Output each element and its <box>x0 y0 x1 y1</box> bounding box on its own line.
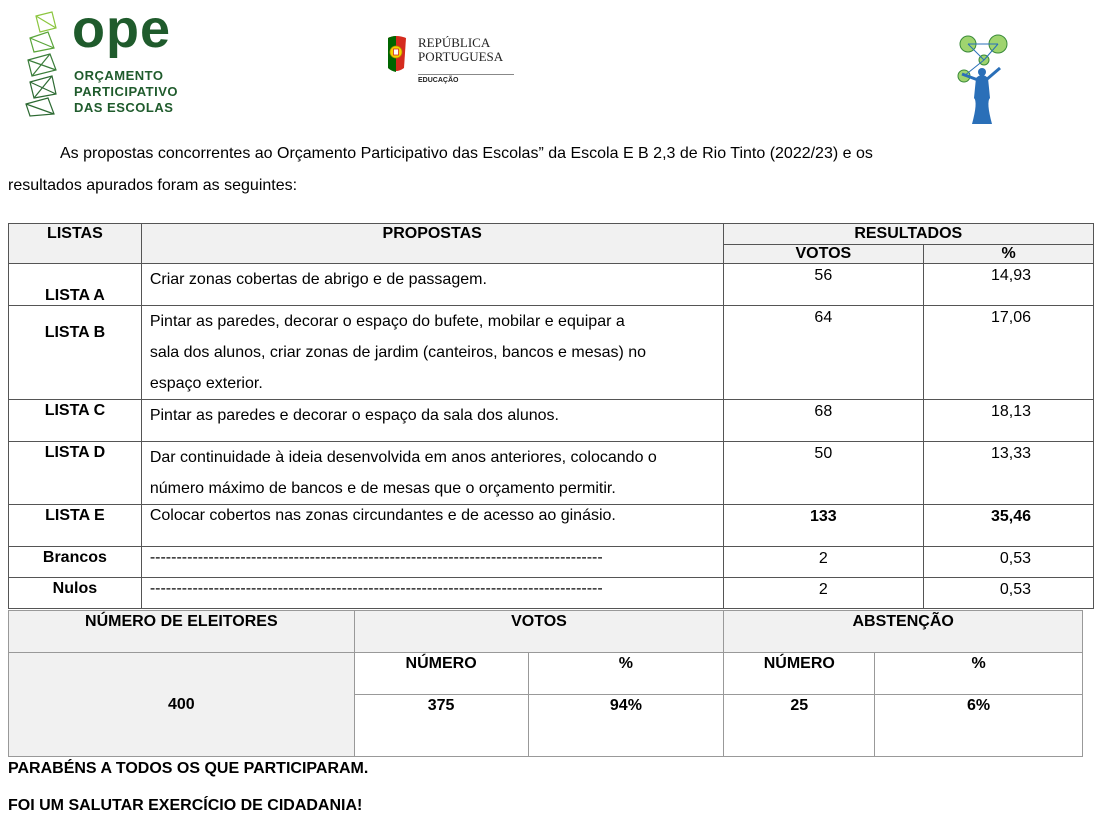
ope-logo-line1: ORÇAMENTO <box>74 68 164 83</box>
table-row <box>9 442 1094 505</box>
row-votos: 68 <box>723 400 924 442</box>
header-votos: VOTOS <box>723 245 924 264</box>
header-abstencao: ABSTENÇÃO <box>724 611 1083 653</box>
row-lista: LISTA E <box>9 505 142 547</box>
header-votos-numero: NÚMERO <box>354 653 528 695</box>
table-row <box>9 264 1094 306</box>
header-propostas: PROPOSTAS <box>141 224 723 264</box>
header-listas: LISTAS <box>9 224 142 264</box>
row-proposta <box>141 578 723 609</box>
row-pct: 18,13 <box>924 400 1094 442</box>
row-lista: LISTA D <box>9 442 142 505</box>
row-votos: 56 <box>723 264 924 306</box>
proposta-line: ------------------------------------------------------------------------------------- <box>149 580 603 597</box>
intro-paragraph <box>8 138 1098 202</box>
summary-header-row <box>9 611 1083 653</box>
row-votos: 2 <box>723 547 924 578</box>
summary-table <box>8 610 1083 757</box>
summary-subheader-row <box>9 653 1083 695</box>
row-pct: 0,53 <box>924 578 1094 609</box>
abstencao-pct-value: 6% <box>875 695 1083 757</box>
row-proposta <box>141 442 723 505</box>
row-proposta <box>141 306 723 400</box>
header-abstencao-pct: % <box>875 653 1083 695</box>
proposta-line: Pintar as paredes, decorar o espaço do bufete, mobilar e equipar a <box>149 313 625 330</box>
row-lista: LISTA B <box>9 306 142 400</box>
footer-line2: FOI UM SALUTAR EXERCÍCIO DE CIDADANIA! <box>8 797 363 814</box>
row-proposta <box>141 264 723 306</box>
row-proposta <box>141 547 723 578</box>
row-pct: 13,33 <box>924 442 1094 505</box>
page-header <box>0 0 1105 130</box>
table-row <box>9 400 1094 442</box>
intro-line1: As propostas concorrentes ao Orçamento Participativo das Escolas” da Escola E B 2,3 de Rio Tinto (2022/23) e os <box>60 145 873 162</box>
eleitores-value: 400 <box>9 653 355 757</box>
row-proposta <box>141 400 723 442</box>
row-lista: Nulos <box>9 578 142 609</box>
ope-logo <box>22 0 212 118</box>
header-votos: VOTOS <box>354 611 724 653</box>
proposta-line: espaço exterior. <box>149 375 263 392</box>
table-row <box>9 306 1094 400</box>
row-votos: 2 <box>723 578 924 609</box>
republica-logo-line1: REPÚBLICA <box>418 35 491 50</box>
school-logo <box>946 28 1012 128</box>
row-lista: LISTA C <box>9 400 142 442</box>
row-pct: 17,06 <box>924 306 1094 400</box>
proposta-line: Criar zonas cobertas de abrigo e de passagem. <box>149 271 487 288</box>
row-pct: 35,46 <box>924 505 1094 547</box>
republica-logo-line2: PORTUGUESA <box>418 49 504 64</box>
ope-mesh-icon <box>22 8 62 118</box>
coat-of-arms-icon <box>382 34 412 74</box>
row-pct: 0,53 <box>924 547 1094 578</box>
footer-line1: PARABÉNS A TODOS OS QUE PARTICIPARAM. <box>8 760 369 777</box>
proposta-line: Colocar cobertos nas zonas circundantes e de acesso ao ginásio. <box>149 507 616 524</box>
republica-portuguesa-logo <box>382 32 522 88</box>
results-header-row <box>9 224 1094 245</box>
row-lista: LISTA A <box>9 264 142 306</box>
row-pct: 14,93 <box>924 264 1094 306</box>
ope-logo-line2: PARTICIPATIVO <box>74 84 178 99</box>
abstencao-numero-value: 25 <box>724 695 875 757</box>
school-mascot-icon <box>946 28 1012 128</box>
header-numero-eleitores: NÚMERO DE ELEITORES <box>9 611 355 653</box>
republica-logo-sub: EDUCAÇÃO <box>418 74 514 84</box>
row-votos: 50 <box>723 442 924 505</box>
row-votos: 64 <box>723 306 924 400</box>
table-row <box>9 578 1094 609</box>
proposta-line: ------------------------------------------------------------------------------------- <box>149 549 603 566</box>
proposta-line: sala dos alunos, criar zonas de jardim (canteiros, bancos e mesas) no <box>149 344 647 361</box>
header-pct: % <box>924 245 1094 264</box>
row-votos: 133 <box>723 505 924 547</box>
intro-line2: resultados apurados foram as seguintes: <box>8 177 298 194</box>
table-row <box>9 505 1094 547</box>
republica-logo-text <box>418 36 503 64</box>
ope-logo-word: ope <box>72 0 172 59</box>
header-resultados: RESULTADOS <box>723 224 1093 245</box>
votos-pct-value: 94% <box>528 695 724 757</box>
row-proposta <box>141 505 723 547</box>
proposta-line: número máximo de bancos e de mesas que o orçamento permitir. <box>149 480 616 497</box>
ope-logo-line3: DAS ESCOLAS <box>74 100 174 115</box>
row-lista: Brancos <box>9 547 142 578</box>
header-votos-pct: % <box>528 653 724 695</box>
results-table <box>8 223 1094 609</box>
proposta-line: Dar continuidade à ideia desenvolvida em anos anteriores, colocando o <box>149 449 657 466</box>
header-abstencao-numero: NÚMERO <box>724 653 875 695</box>
votos-numero-value: 375 <box>354 695 528 757</box>
proposta-line: Pintar as paredes e decorar o espaço da sala dos alunos. <box>149 407 559 424</box>
table-row <box>9 547 1094 578</box>
